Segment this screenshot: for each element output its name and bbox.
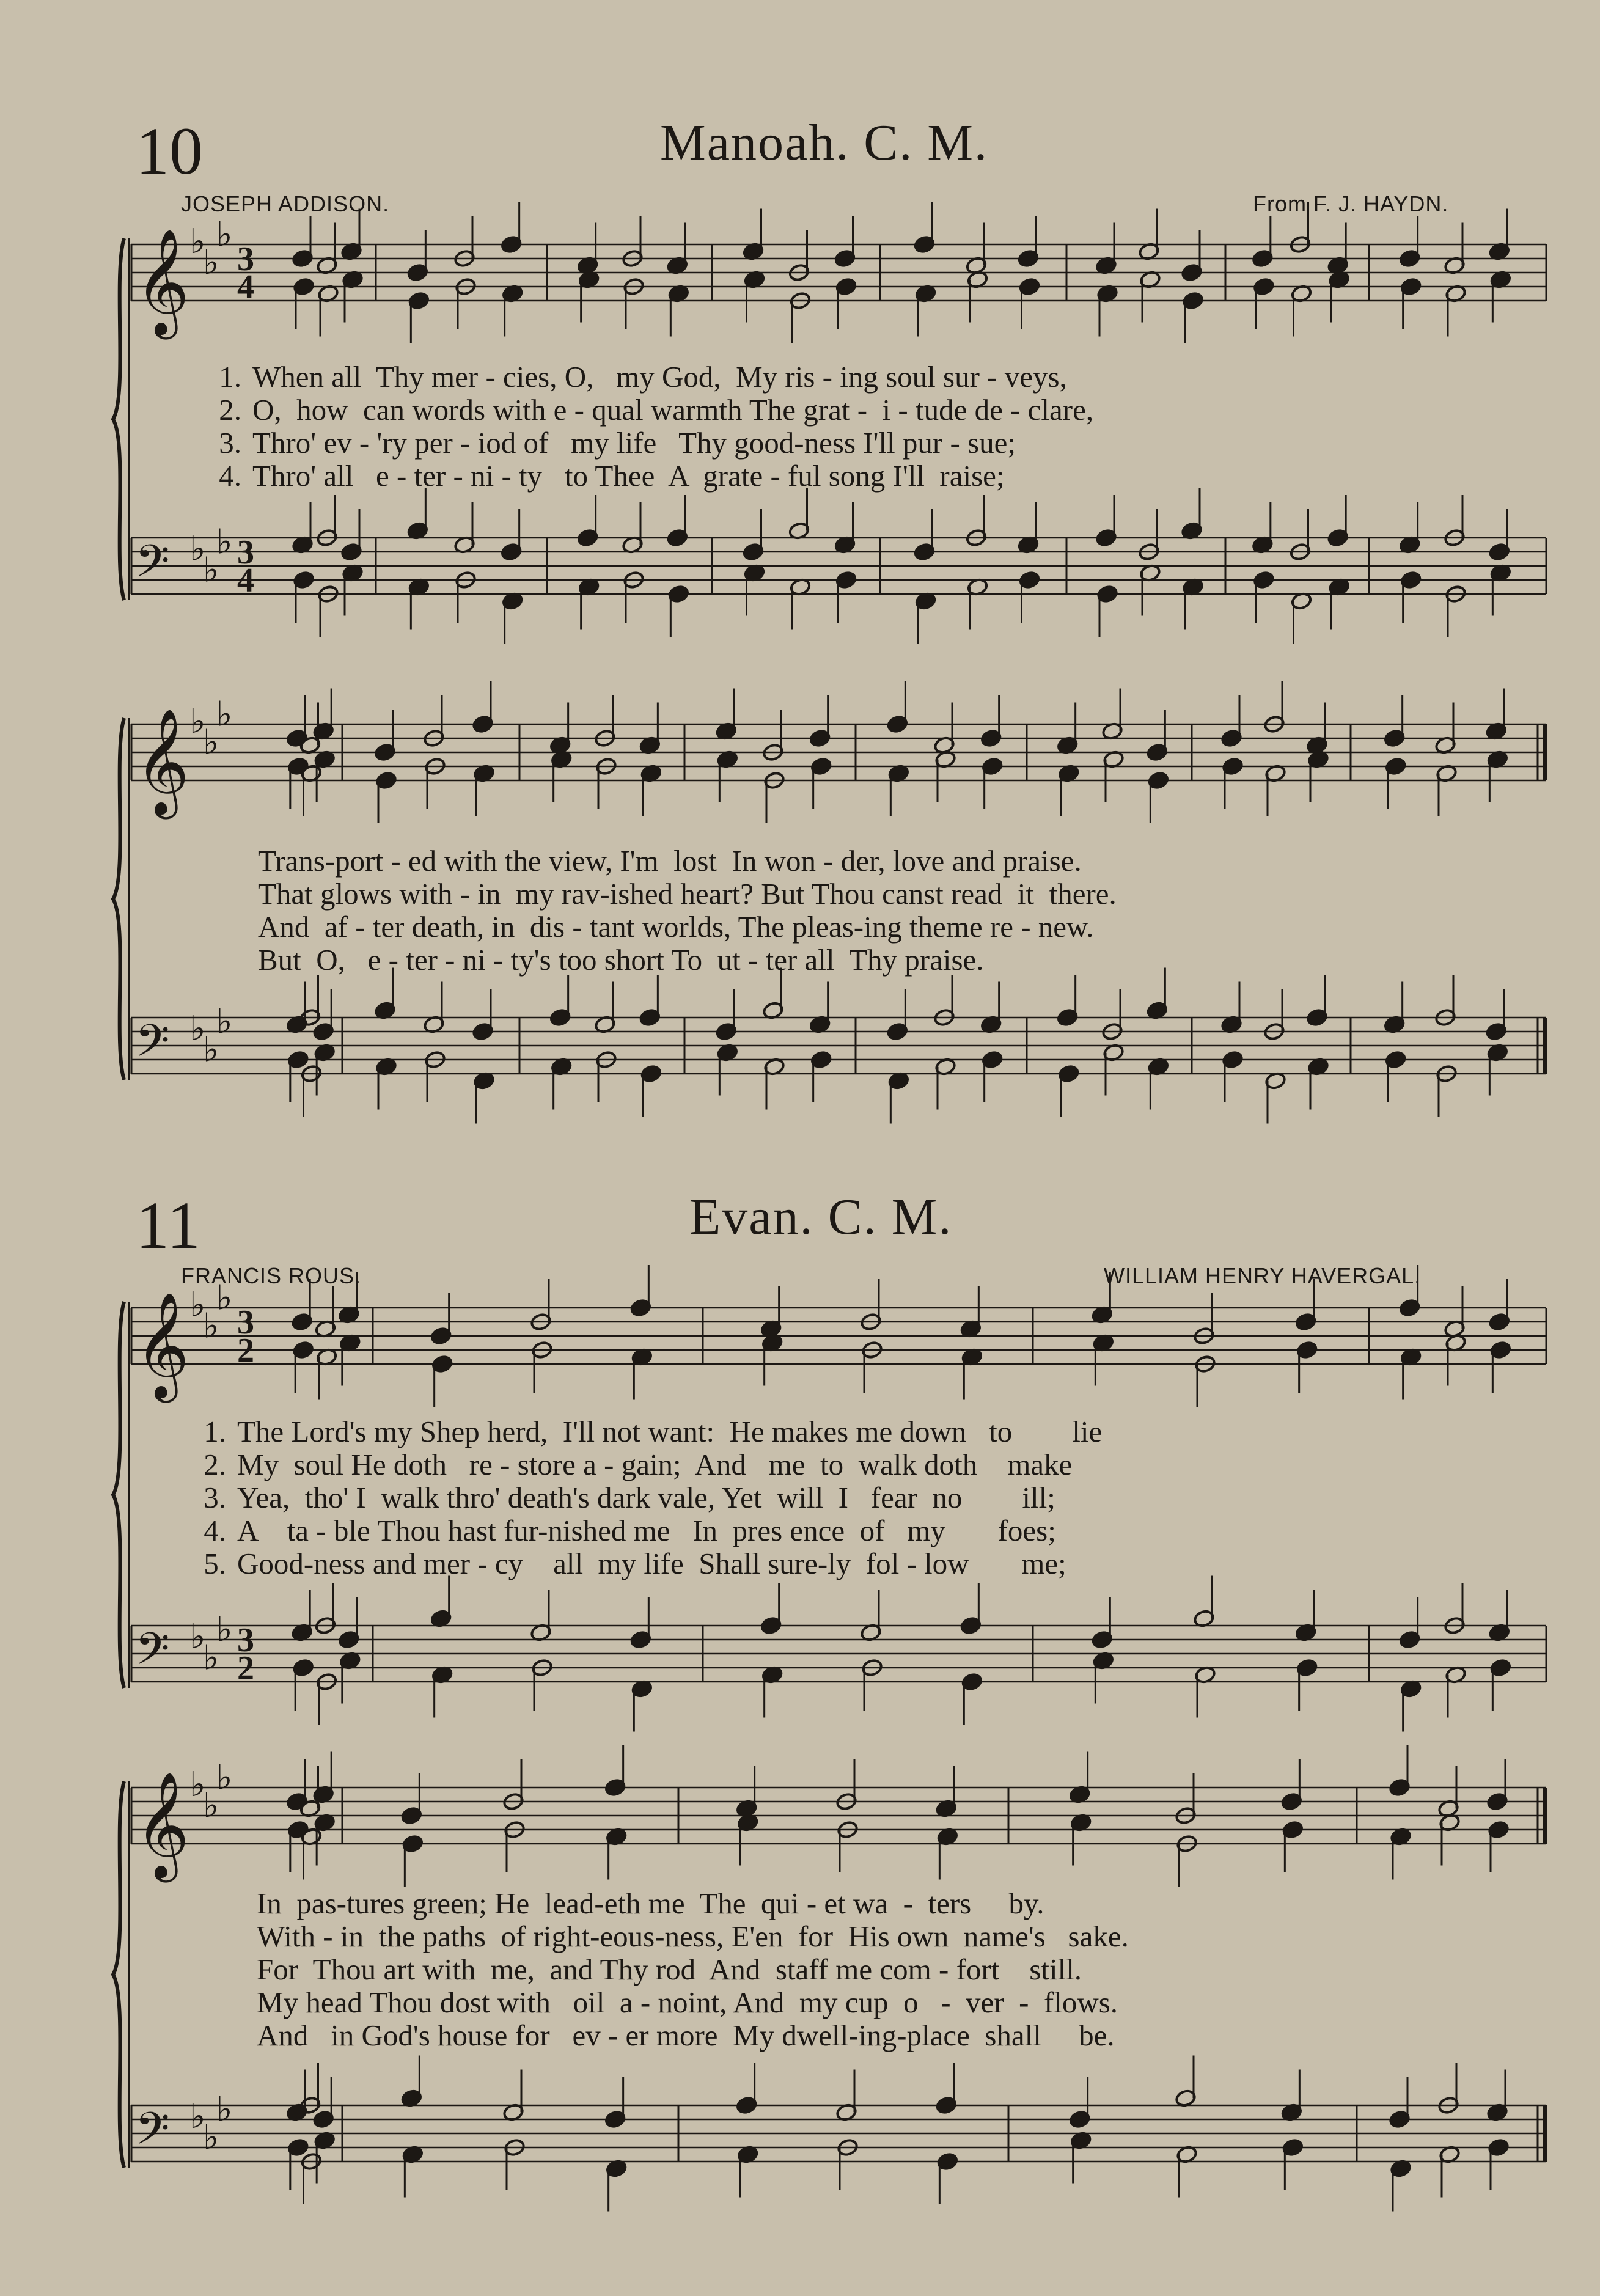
flat-sign-icon: ♭ — [216, 1758, 233, 1798]
flat-sign-icon: ♭ — [216, 2089, 233, 2130]
treble-clef-icon: 𝄞 — [135, 708, 189, 815]
bass-clef-icon: 𝄢 — [135, 1623, 170, 1685]
hymn-11-music-credit: WILLIAM HENRY HAVERGAL. — [1104, 1263, 1422, 1288]
hymn-11-verse-5-line-1: 5. Good-ness and mer - cy all my life Shall sure-ly fol - low me; — [204, 1547, 1066, 1580]
flat-sign-icon: ♭ — [203, 1786, 219, 1826]
hymn-11-verse-3-line-1: 3. Yea, tho' I walk thro' death's dark vale, Yet will I fear no ill; — [204, 1481, 1055, 1514]
hymn-10-words-credit: JOSEPH ADDISON. — [181, 191, 390, 216]
treble-clef-icon: 𝄞 — [135, 229, 189, 335]
flat-sign-icon: ♭ — [216, 522, 233, 562]
flat-sign-icon: ♭ — [216, 1002, 233, 1042]
hymn-11-words-credit: FRANCIS ROUS. — [181, 1263, 362, 1288]
flat-sign-icon: ♭ — [216, 694, 233, 735]
flat-sign-icon: ♭ — [203, 550, 219, 590]
flat-sign-icon: ♭ — [203, 2118, 219, 2158]
flat-sign-icon: ♭ — [203, 1030, 219, 1070]
hymn-11-verse-5-line-2: And in God's house for ev - er more My dwell-ing-place shall be. — [257, 2019, 1115, 2052]
flat-sign-icon: ♭ — [203, 243, 219, 283]
treble-clef-icon: 𝄞 — [135, 1772, 189, 1878]
flat-sign-icon: ♭ — [216, 1610, 233, 1650]
time-signature-bottom: 4 — [237, 268, 254, 306]
flat-sign-icon: ♭ — [203, 1306, 219, 1346]
hymn-10-verse-2-line-2: That glows with - in my rav-ished heart? But Thou canst read it there. — [258, 877, 1117, 911]
flat-sign-icon: ♭ — [216, 215, 233, 255]
system-brace — [113, 718, 124, 1080]
hymn-11-verse-2-line-1: 2. My soul He doth re - store a - gain; And me to walk doth make — [204, 1448, 1073, 1481]
flat-sign-icon: ♭ — [189, 529, 206, 569]
hymn-11-verse-4-line-2: My head Thou dost with oil a - noint, And my cup o - ver - flows. — [257, 1986, 1118, 2019]
flat-sign-icon: ♭ — [189, 1009, 206, 1049]
hymn-11-verse-4-line-1: 4. A ta - ble Thou hast fur-nished me In pres ence of my foes; — [204, 1514, 1056, 1547]
bass-clef-icon: 𝄢 — [135, 535, 170, 598]
flat-sign-icon: ♭ — [189, 1765, 206, 1805]
bass-clef-icon: 𝄢 — [135, 2102, 170, 2165]
time-signature-top: 3 — [237, 1304, 254, 1341]
hymn-11-number: 11 — [136, 1188, 200, 1263]
hymn-10-verse-1-line-1: 1. When all Thy mer - cies, O, my God, My ris - ing soul sur - veys, — [219, 360, 1067, 394]
hymn-10-verse-2-line-1: 2. O, how can words with e - qual warmth The grat - i - tude de - clare, — [219, 393, 1094, 427]
flat-sign-icon: ♭ — [189, 1617, 206, 1657]
system-brace — [113, 1781, 124, 2168]
hymn-10-verse-1-line-2: Trans-port - ed with the view, I'm lost In won - der, love and praise. — [258, 844, 1082, 878]
hymn-11-verse-2-line-2: With - in the paths of right-eous-ness, E'en for His own name's sake. — [257, 1920, 1129, 1953]
hymn-10-verse-3-line-1: 3. Thro' ev - 'ry per - iod of my life Thy good-ness I'll pur - sue; — [219, 426, 1016, 460]
time-signature-top: 3 — [237, 1621, 254, 1659]
treble-clef-icon: 𝄞 — [135, 1292, 189, 1398]
bass-clef-icon: 𝄢 — [135, 1014, 170, 1077]
time-signature-bottom: 4 — [237, 562, 254, 600]
hymn-10-music-credit: From F. J. HAYDN. — [1253, 191, 1449, 216]
time-signature-top: 3 — [237, 240, 254, 278]
flat-sign-icon: ♭ — [189, 222, 206, 262]
hymn-11-title: Evan. C. M. — [689, 1189, 953, 1245]
system-brace — [113, 238, 124, 600]
flat-sign-icon: ♭ — [189, 702, 206, 741]
hymn-11-verse-1-line-1: 1. The Lord's my Shep herd, I'll not want: He makes me down to lie — [204, 1415, 1103, 1448]
system-brace — [113, 1302, 124, 1688]
hymn-10-verse-4-line-1: 4. Thro' all e - ter - ni - ty to Thee A grate - ful song I'll raise; — [219, 459, 1005, 493]
time-signature-top: 3 — [237, 534, 254, 571]
flat-sign-icon: ♭ — [189, 2097, 206, 2136]
flat-sign-icon: ♭ — [203, 1638, 219, 1678]
time-signature-bottom: 2 — [237, 1332, 254, 1370]
flat-sign-icon: ♭ — [216, 1278, 233, 1318]
hymn-10-title: Manoah. C. M. — [660, 114, 988, 171]
hymn-11-verse-1-line-2: In pas-tures green; He lead-eth me The qui - et wa - ters by. — [257, 1887, 1044, 1920]
hymn-11-verse-3-line-2: For Thou art with me, and Thy rod And staff me com - fort still. — [257, 1953, 1082, 1986]
hymn-10-verse-4-line-2: But O, e - ter - ni - ty's too short To ut - ter all Thy praise. — [258, 943, 984, 977]
flat-sign-icon: ♭ — [203, 722, 219, 763]
time-signature-bottom: 2 — [237, 1649, 254, 1687]
hymn-10-number: 10 — [136, 114, 203, 188]
flat-sign-icon: ♭ — [189, 1285, 206, 1325]
hymn-10-verse-3-line-2: And af - ter death, in dis - tant worlds, The pleas-ing theme re - new. — [258, 910, 1094, 944]
